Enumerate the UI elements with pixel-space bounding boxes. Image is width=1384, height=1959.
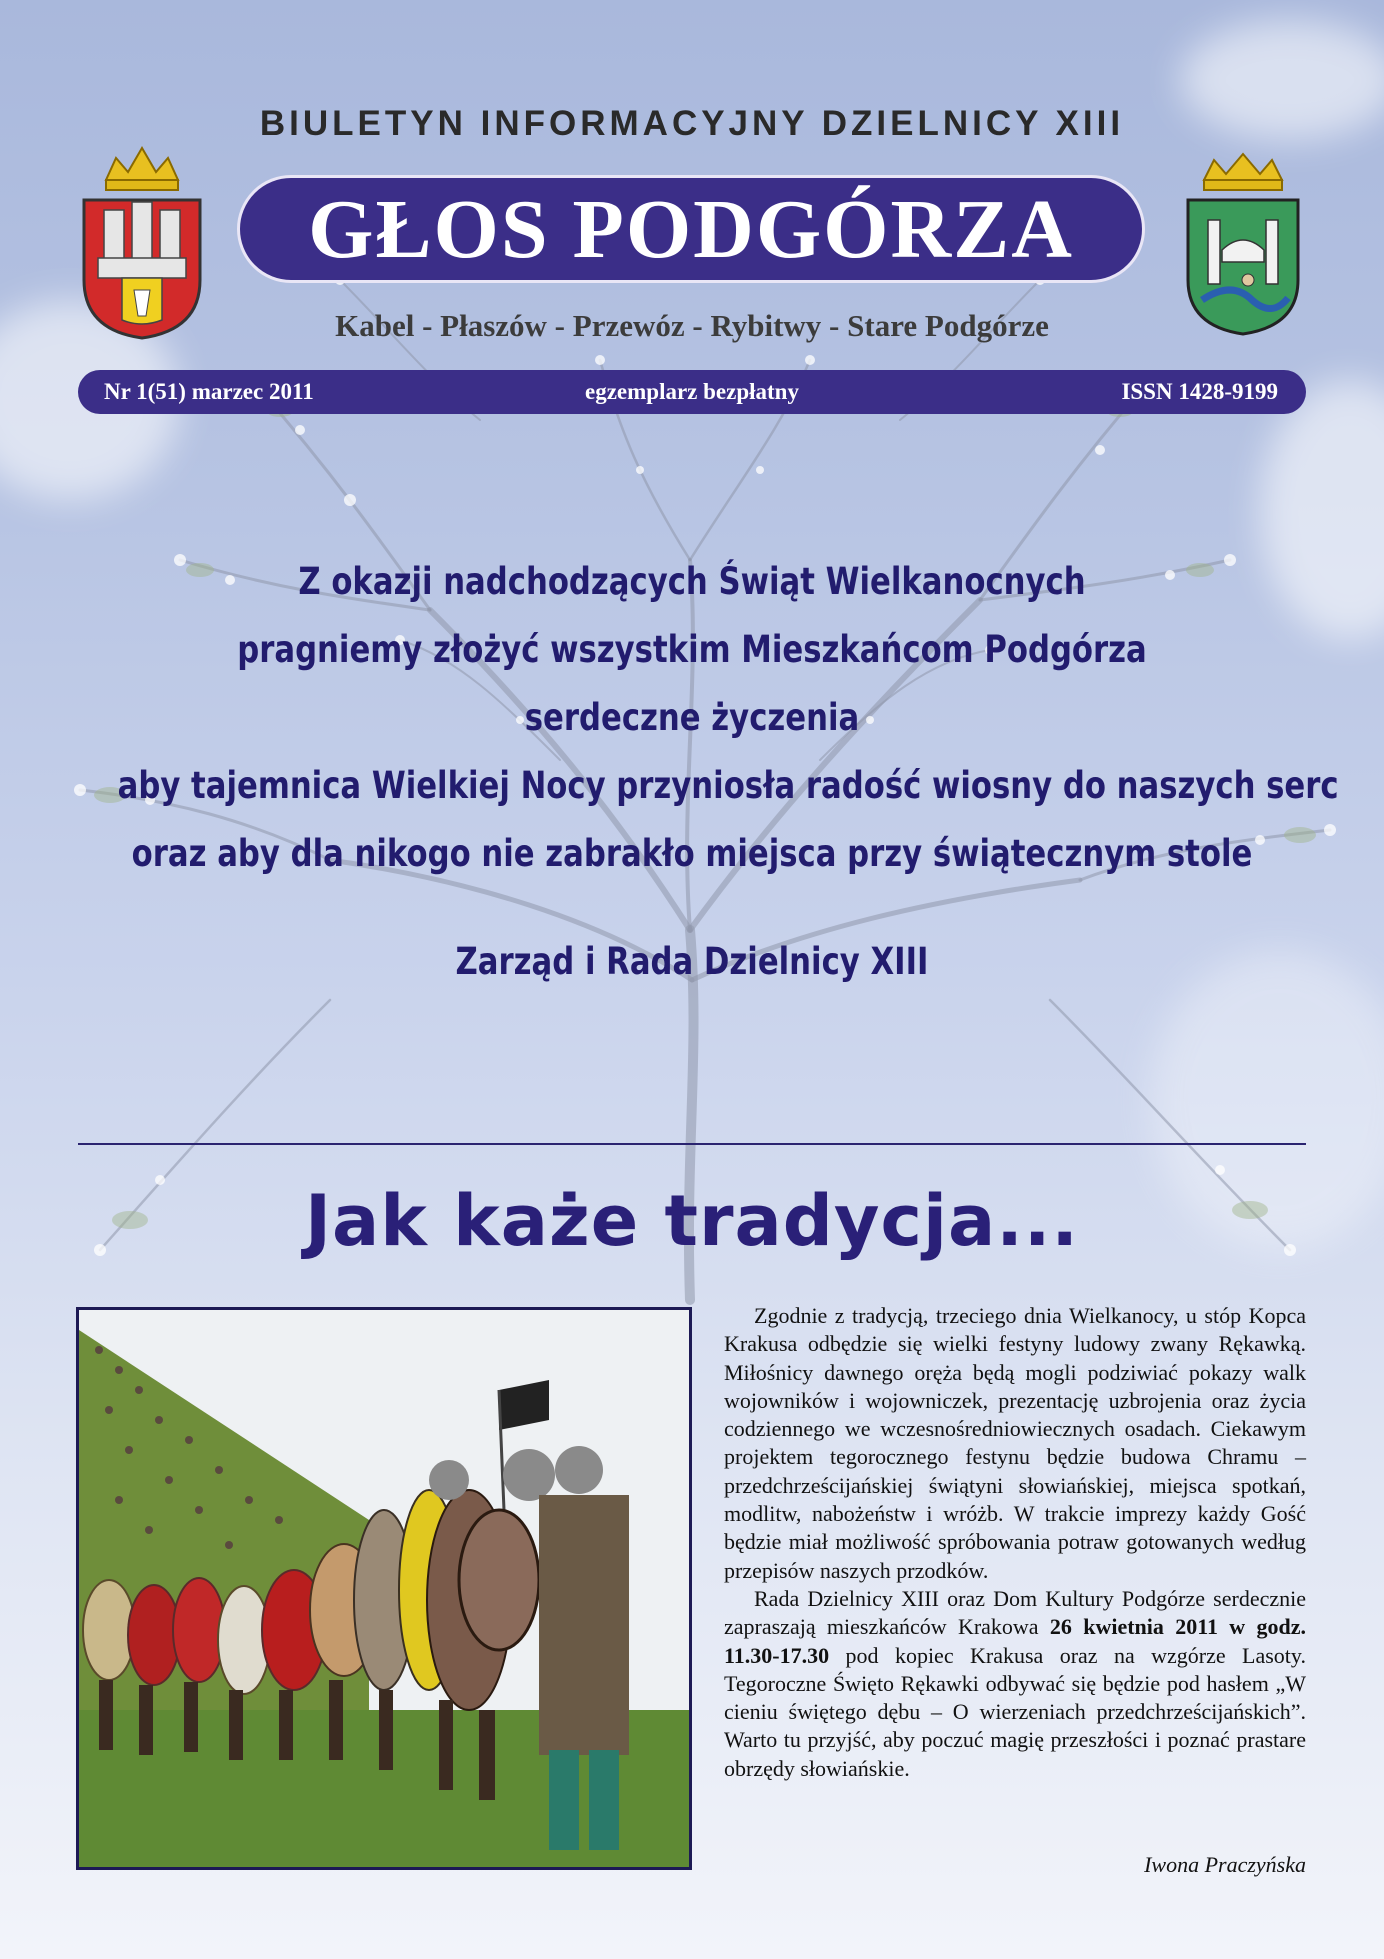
issue-number: Nr 1(51) marzec 2011 bbox=[104, 379, 314, 404]
greeting-line: aby tajemnica Wielkiej Nocy przyniosła radość wiosny do naszych serc bbox=[117, 764, 1339, 807]
article-paragraph bbox=[724, 1585, 1306, 1783]
issn-number: ISSN 1428-9199 bbox=[1121, 379, 1278, 404]
section-divider bbox=[78, 1143, 1306, 1145]
greeting-line: oraz aby dla nikogo nie zabrakło miejsca przy świątecznym stole bbox=[131, 832, 1253, 875]
newsletter-title: GŁOS PODGÓRZA bbox=[308, 182, 1074, 276]
article-author: Iwona Praczyńska bbox=[1144, 1852, 1306, 1877]
greeting-line: serdeczne życzenia bbox=[524, 696, 860, 739]
price-note: egzemplarz bezpłatny bbox=[585, 379, 799, 404]
reenactors-photo bbox=[76, 1307, 692, 1870]
warriors-with-shields-image bbox=[79, 1310, 689, 1867]
newsletter-supertitle: BIULETYN INFORMACYJNY DZIELNICY XIII bbox=[259, 104, 1125, 143]
greeting-line: Z okazji nadchodzących Świąt Wielkanocnych bbox=[298, 560, 1086, 603]
event-date: 26 kwietnia 2011 w godz. 11.30-17.30 bbox=[724, 1614, 1306, 1668]
article-text: pod kopiec Krakusa oraz na wzgórze Lasoty. Tegoroczne Święto Rękawki odbywać się będzie pod hasłem „W cieniu świętego dębu – O wierzeniach przedchrześcijańskich”. Warto tu przyjść, aby poczuć magię przeszłości i poznać prastare obrzędy słowiańskie. bbox=[724, 1642, 1306, 1781]
greeting-signature: Zarząd i Rada Dzielnicy XIII bbox=[455, 940, 929, 983]
article-title: Jak każe tradycja... bbox=[304, 1180, 1080, 1262]
districts-line: Kabel - Płaszów - Przewóz - Rybitwy - Stare Podgórze bbox=[335, 308, 1049, 343]
greeting-line: pragniemy złożyć wszystkim Mieszkańcom Podgórza bbox=[237, 628, 1147, 671]
article-body bbox=[724, 1302, 1306, 1783]
article-paragraph: Zgodnie z tradycją, trzeciego dnia Wielkanocy, u stóp Kopca Krakusa odbędzie się wielki festyny ludowy zwany Rękawką. Miłośnicy dawnego oręża będą mogli podziwiać pokazy walk wojowników i wojowniczek, prezentację uzbrojenia oraz życia codziennego we wczesnośredniowiecznych osadach. Ciekawym projektem tegorocznego festynu będzie budowa Chramu – przedchrześcijańskiej świątyni słowiańskiej, miejsca spotkań, modlitw, nabożeństw i wróżb. W trakcie imprezy każdy Gość będzie miał możliwość spróbowania potraw gotowanych według przepisów naszych przodków. bbox=[724, 1303, 1306, 1583]
easter-greeting bbox=[117, 548, 1339, 996]
title-banner bbox=[237, 175, 1145, 283]
article-text: Rada Dzielnicy XIII oraz Dom Kultury Podgórze serdecznie zapraszają mieszkańców Krakowa bbox=[724, 1585, 1306, 1640]
issue-info-bar bbox=[78, 370, 1306, 414]
